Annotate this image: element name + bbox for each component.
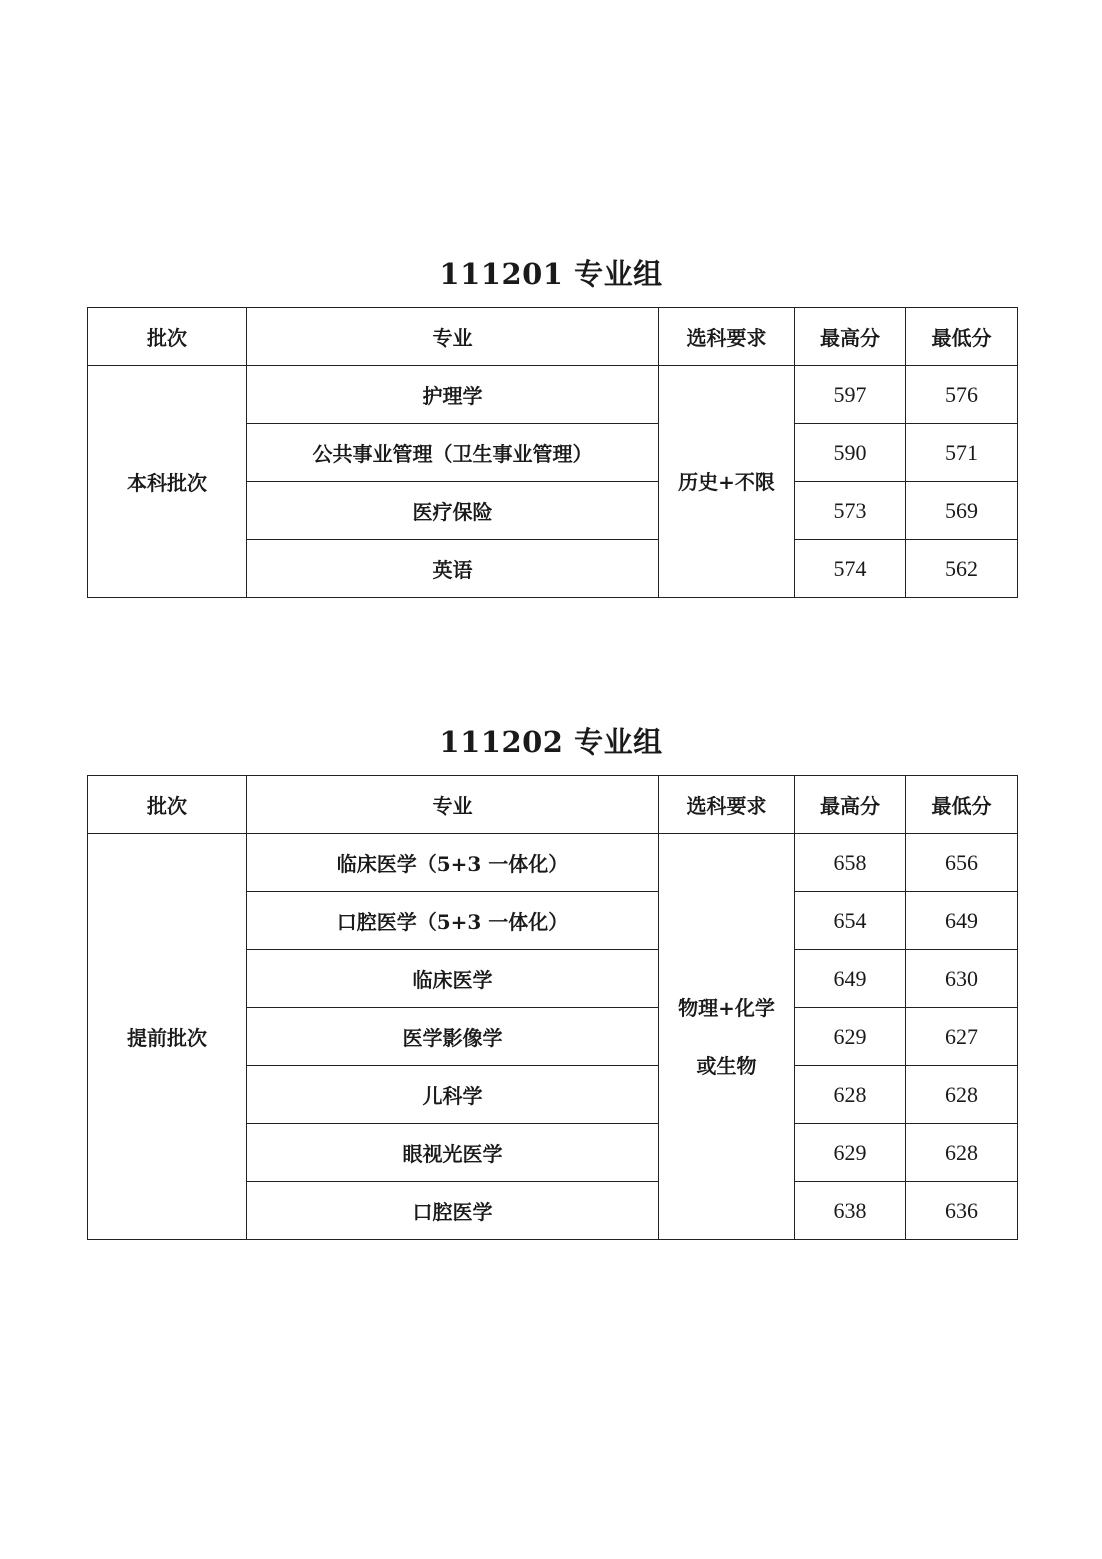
requirement-line: 历史+不限	[678, 469, 775, 494]
min-score-cell: 656	[906, 834, 1018, 892]
header-requirement: 选科要求	[659, 308, 795, 366]
requirement-cell	[659, 366, 795, 598]
major-cell: 英语	[247, 540, 659, 598]
table-header-row	[88, 308, 1018, 366]
major-cell: 医疗保险	[247, 482, 659, 540]
header-max-score: 最高分	[795, 308, 906, 366]
header-max-score: 最高分	[795, 776, 906, 834]
max-score-cell: 629	[795, 1124, 906, 1182]
requirement-cell	[659, 834, 795, 1240]
batch-cell: 本科批次	[88, 366, 247, 598]
header-major: 专业	[247, 308, 659, 366]
table-row	[88, 366, 1018, 424]
min-score-cell: 630	[906, 950, 1018, 1008]
header-batch: 批次	[88, 776, 247, 834]
major-cell: 眼视光医学	[247, 1124, 659, 1182]
major-cell: 临床医学	[247, 950, 659, 1008]
max-score-cell: 597	[795, 366, 906, 424]
group-title-111201: 111201 专业组	[439, 257, 663, 291]
header-batch: 批次	[88, 308, 247, 366]
max-score-cell: 590	[795, 424, 906, 482]
header-min-score: 最低分	[906, 308, 1018, 366]
table-header-row	[88, 776, 1018, 834]
min-score-cell: 571	[906, 424, 1018, 482]
requirement-line: 或生物	[696, 1053, 757, 1078]
max-score-cell: 574	[795, 540, 906, 598]
max-score-cell: 629	[795, 1008, 906, 1066]
max-score-cell: 573	[795, 482, 906, 540]
major-cell: 临床医学（5+3 一体化）	[247, 834, 659, 892]
score-table-111202	[87, 775, 1018, 1240]
min-score-cell: 628	[906, 1124, 1018, 1182]
group-title-111202: 111202 专业组	[439, 725, 663, 759]
table-row	[88, 834, 1018, 892]
min-score-cell: 649	[906, 892, 1018, 950]
major-cell: 护理学	[247, 366, 659, 424]
min-score-cell: 562	[906, 540, 1018, 598]
max-score-cell: 628	[795, 1066, 906, 1124]
min-score-cell: 569	[906, 482, 1018, 540]
min-score-cell: 628	[906, 1066, 1018, 1124]
major-cell: 儿科学	[247, 1066, 659, 1124]
score-table-111201	[87, 307, 1018, 598]
max-score-cell: 649	[795, 950, 906, 1008]
header-major: 专业	[247, 776, 659, 834]
max-score-cell: 658	[795, 834, 906, 892]
min-score-cell: 636	[906, 1182, 1018, 1240]
major-cell: 口腔医学	[247, 1182, 659, 1240]
max-score-cell: 638	[795, 1182, 906, 1240]
requirement-line: 物理+化学	[678, 995, 775, 1020]
major-cell: 医学影像学	[247, 1008, 659, 1066]
major-cell: 口腔医学（5+3 一体化）	[247, 892, 659, 950]
header-min-score: 最低分	[906, 776, 1018, 834]
header-requirement: 选科要求	[659, 776, 795, 834]
major-cell: 公共事业管理（卫生事业管理）	[247, 424, 659, 482]
batch-cell: 提前批次	[88, 834, 247, 1240]
min-score-cell: 576	[906, 366, 1018, 424]
max-score-cell: 654	[795, 892, 906, 950]
min-score-cell: 627	[906, 1008, 1018, 1066]
